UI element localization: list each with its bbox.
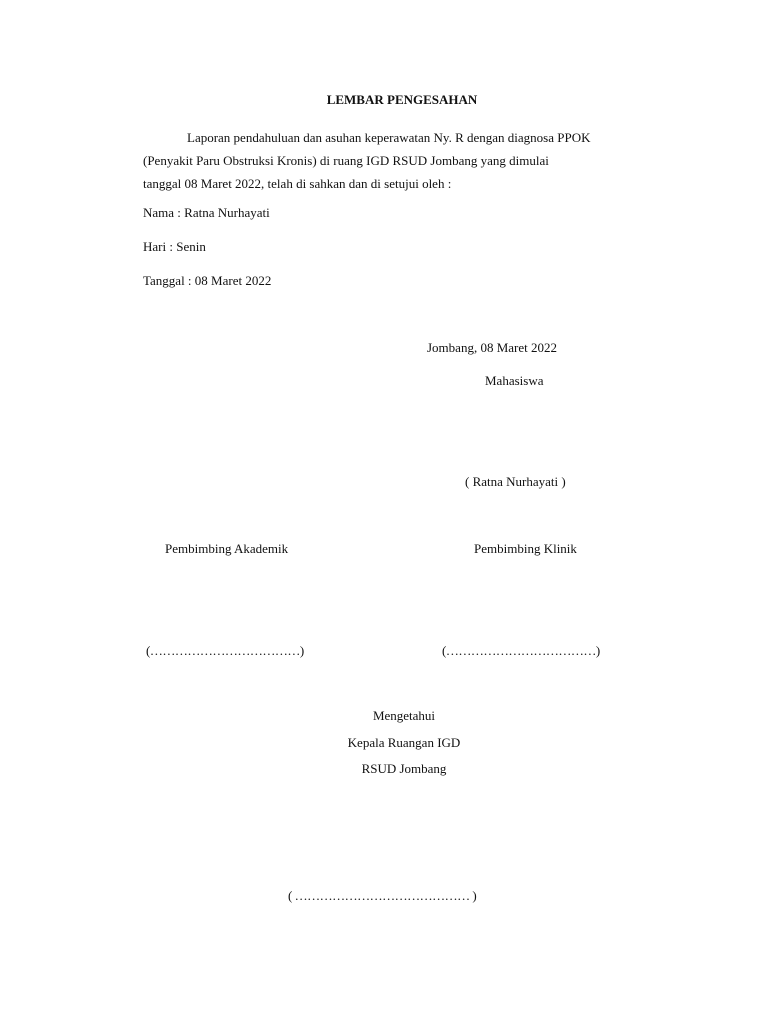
- student-role: Mahasiswa: [485, 373, 544, 388]
- field-tanggal: Tanggal : 08 Maret 2022: [143, 273, 272, 288]
- clinical-supervisor-label: Pembimbing Klinik: [474, 541, 577, 556]
- acknowledgement-position: Kepala Ruangan IGD: [347, 735, 461, 750]
- place-date: Jombang, 08 Maret 2022: [427, 340, 557, 355]
- student-name: ( Ratna Nurhayati ): [465, 474, 566, 489]
- approval-paragraph: [143, 126, 653, 195]
- academic-supervisor-label: Pembimbing Akademik: [165, 541, 289, 556]
- acknowledgement-institution: RSUD Jombang: [361, 761, 447, 776]
- paragraph-line-2: (Penyakit Paru Obstruksi Kronis) di ruang IGD RSUD Jombang yang dimulai: [143, 153, 549, 168]
- field-hari: Hari : Senin: [143, 239, 206, 254]
- acknowledgement-label: Mengetahui: [372, 708, 436, 723]
- paragraph-line-1: Laporan pendahuluan dan asuhan keperawatan Ny. R dengan diagnosa PPOK: [187, 130, 591, 145]
- clinical-signature-line: (………………………………): [442, 643, 600, 658]
- paragraph-line-3: tanggal 08 Maret 2022, telah di sahkan dan di setujui oleh :: [143, 176, 452, 191]
- academic-signature-line: (………………………………): [146, 643, 304, 658]
- document-title: LEMBAR PENGESAHAN: [326, 92, 478, 107]
- field-nama: Nama : Ratna Nurhayati: [143, 205, 270, 220]
- head-signature-line: ( …………………………………… ): [288, 888, 477, 903]
